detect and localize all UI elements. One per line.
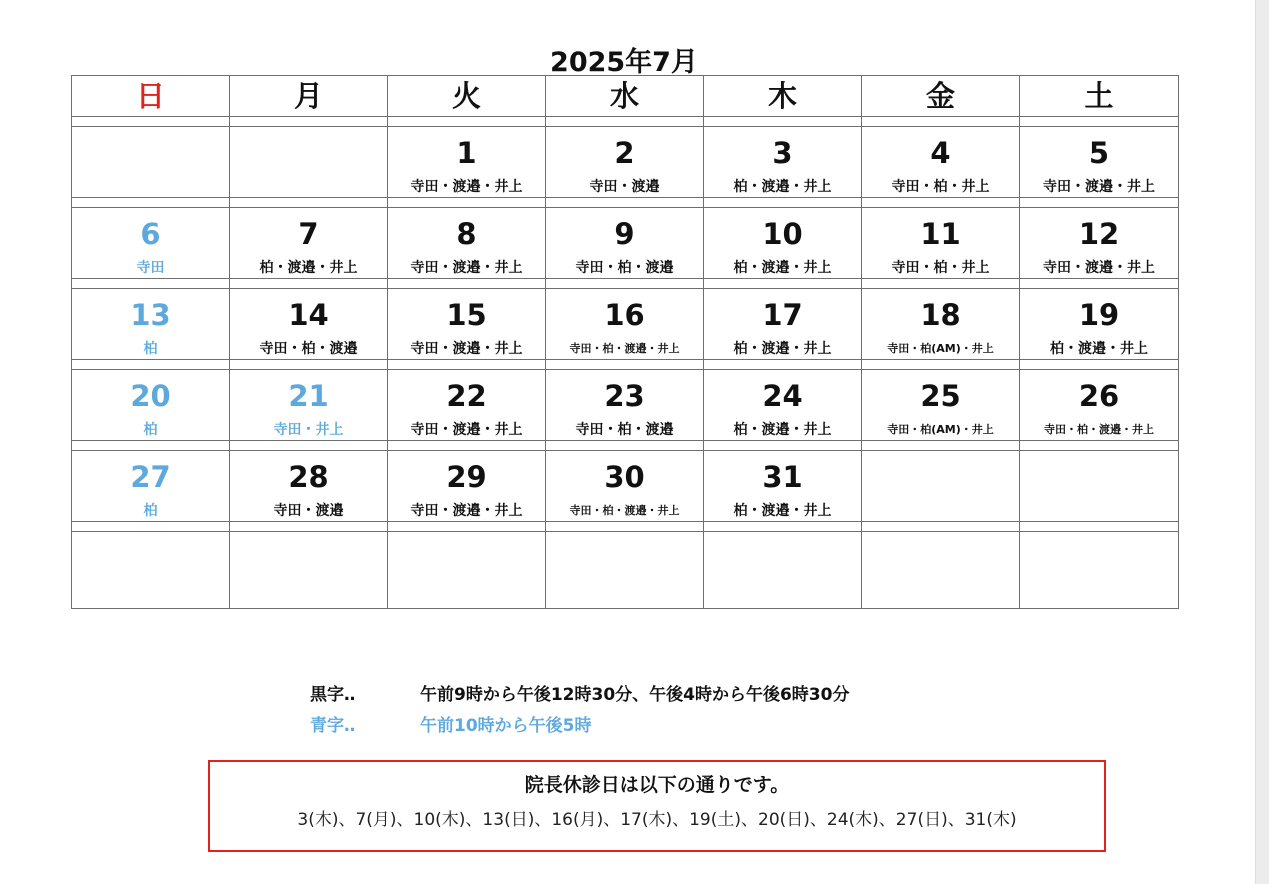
weekday-mon: 月 — [230, 76, 388, 117]
weekday-thu: 木 — [704, 76, 862, 117]
notice-dates: 3(木)、7(月)、10(木)、13(日)、16(月)、17(木)、19(土)、20(日)、24(木)、27(日)、31(木) — [297, 810, 1017, 830]
day-number: 3 — [772, 136, 793, 170]
spacer-cell — [546, 117, 704, 127]
day-cell-tue — [388, 127, 546, 198]
day-cell-sat — [1020, 451, 1179, 522]
spacer-cell — [862, 117, 1020, 127]
day-cell-fri — [862, 370, 1020, 441]
day-number: 19 — [1078, 298, 1120, 332]
spacer-cell — [704, 117, 862, 127]
day-number: 6 — [140, 217, 161, 251]
day-number: 9 — [614, 217, 635, 251]
day-cell-thu — [704, 127, 862, 198]
day-number: 24 — [762, 379, 803, 413]
day-number: 4 — [930, 136, 951, 170]
spacer-cell — [704, 198, 862, 208]
spacer-cell — [72, 360, 230, 370]
weekday-sun: 日 — [72, 76, 230, 117]
day-cell-wed — [546, 289, 704, 360]
day-number: 15 — [446, 298, 487, 332]
day-cell-wed — [546, 127, 704, 198]
spacer-cell — [546, 360, 704, 370]
calendar-table — [71, 75, 1179, 609]
day-number: 11 — [920, 217, 961, 251]
staff-names: 寺田・柏・渡邉 — [575, 260, 674, 276]
spacer-cell — [230, 198, 388, 208]
spacer-row — [72, 441, 1179, 451]
spacer-cell — [230, 279, 388, 289]
staff-names: 柏 — [143, 341, 158, 357]
day-cell-thu — [704, 370, 862, 441]
day-number: 26 — [1078, 379, 1120, 413]
day-number: 21 — [288, 379, 329, 413]
spacer-cell — [546, 198, 704, 208]
spacer-row — [72, 198, 1179, 208]
spacer-cell — [704, 279, 862, 289]
spacer-cell — [862, 198, 1020, 208]
weekday-tue: 火 — [388, 76, 546, 117]
spacer-cell — [546, 522, 704, 532]
spacer-cell — [546, 279, 704, 289]
spacer-cell — [1020, 198, 1179, 208]
spacer-row — [72, 522, 1179, 532]
day-number: 20 — [130, 379, 171, 413]
day-cell-sat — [1020, 208, 1179, 279]
weekday-fri: 金 — [862, 76, 1020, 117]
staff-names: 柏・渡邉・井上 — [733, 341, 832, 357]
staff-names: 寺田・柏(AM)・井上 — [887, 423, 994, 436]
day-number: 29 — [446, 460, 487, 494]
day-number: 13 — [130, 298, 171, 332]
day-cell-mon — [230, 208, 388, 279]
day-cell-tue — [388, 289, 546, 360]
staff-names: 柏 — [143, 503, 158, 519]
spacer-row — [72, 117, 1179, 127]
spacer-cell — [704, 441, 862, 451]
spacer-cell — [72, 279, 230, 289]
spacer-cell — [862, 360, 1020, 370]
staff-names: 寺田・渡邉 — [273, 503, 344, 519]
day-number: 16 — [604, 298, 645, 332]
day-number: 10 — [762, 217, 803, 251]
spacer-cell — [546, 441, 704, 451]
staff-names: 寺田・渡邉・井上 — [410, 422, 523, 438]
staff-names: 柏・渡邉・井上 — [733, 503, 832, 519]
day-cell-sun — [72, 289, 230, 360]
week-row — [72, 289, 1179, 360]
staff-names: 寺田・渡邉・井上 — [410, 503, 523, 519]
staff-names: 寺田・渡邉・井上 — [410, 341, 523, 357]
spacer-cell — [388, 198, 546, 208]
weekday-header-row — [72, 76, 1179, 117]
notice-title: 院長休診日は以下の通りです。 — [524, 774, 790, 796]
staff-names: 寺田 — [136, 260, 165, 276]
day-cell-mon — [230, 532, 388, 609]
spacer-cell — [388, 441, 546, 451]
day-cell-sat — [1020, 532, 1179, 609]
spacer-cell — [72, 198, 230, 208]
day-number: 12 — [1078, 217, 1120, 251]
staff-names: 寺田・柏・渡邉・井上 — [1044, 423, 1154, 436]
day-cell-fri — [862, 208, 1020, 279]
staff-names: 寺田・柏・渡邉 — [575, 422, 674, 438]
day-cell-tue — [388, 370, 546, 441]
day-cell-thu — [704, 208, 862, 279]
day-cell-sun — [72, 451, 230, 522]
spacer-cell — [1020, 279, 1179, 289]
staff-names: 寺田・柏・渡邉 — [259, 341, 358, 357]
day-cell-wed — [546, 532, 704, 609]
week-row — [72, 370, 1179, 441]
spacer-cell — [388, 279, 546, 289]
day-cell-fri — [862, 532, 1020, 609]
spacer-cell — [72, 441, 230, 451]
day-cell-sat — [1020, 370, 1179, 441]
week-row — [72, 532, 1179, 609]
spacer-cell — [704, 360, 862, 370]
spacer-cell — [1020, 441, 1179, 451]
spacer-cell — [862, 279, 1020, 289]
day-cell-wed — [546, 370, 704, 441]
spacer-cell — [72, 522, 230, 532]
day-cell-mon — [230, 127, 388, 198]
day-number: 5 — [1088, 136, 1110, 170]
staff-names: 寺田・渡邉 — [589, 179, 660, 195]
day-cell-thu — [704, 289, 862, 360]
spacer-cell — [230, 522, 388, 532]
day-number: 28 — [288, 460, 329, 494]
week-row — [72, 208, 1179, 279]
staff-names: 寺田・柏(AM)・井上 — [887, 342, 994, 355]
weekday-sat: 土 — [1020, 76, 1179, 117]
spacer-cell — [388, 360, 546, 370]
day-cell-tue — [388, 208, 546, 279]
staff-names: 柏・渡邉・井上 — [733, 260, 832, 276]
staff-names: 柏・渡邉・井上 — [259, 260, 358, 276]
spacer-cell — [230, 360, 388, 370]
spacer-row — [72, 360, 1179, 370]
day-cell-sun — [72, 370, 230, 441]
day-cell-sat — [1020, 289, 1179, 360]
day-number: 17 — [762, 298, 803, 332]
day-cell-tue — [388, 532, 546, 609]
scrollbar-track[interactable] — [1255, 0, 1269, 884]
day-number: 22 — [446, 379, 487, 413]
spacer-cell — [1020, 360, 1179, 370]
calendar-title: 2025年7月 — [550, 47, 698, 78]
day-number: 18 — [920, 298, 961, 332]
day-cell-sun — [72, 532, 230, 609]
day-number: 2 — [614, 136, 635, 170]
spacer-cell — [862, 441, 1020, 451]
spacer-cell — [1020, 117, 1179, 127]
spacer-cell — [862, 522, 1020, 532]
legend-blue-key: 青字‥ — [310, 716, 356, 736]
legend-black — [310, 680, 849, 705]
day-cell-fri — [862, 127, 1020, 198]
legend-blue — [310, 711, 592, 736]
day-cell-wed — [546, 208, 704, 279]
staff-names: 柏・渡邉・井上 — [733, 179, 832, 195]
week-row — [72, 127, 1179, 198]
staff-names: 寺田・渡邉・井上 — [1043, 179, 1155, 195]
spacer-cell — [72, 117, 230, 127]
staff-names: 柏・渡邉・井上 — [1050, 341, 1148, 357]
staff-names: 寺田・柏・渡邉・井上 — [569, 504, 680, 517]
staff-names: 寺田・柏・井上 — [891, 260, 990, 276]
day-number: 31 — [762, 460, 803, 494]
day-number: 23 — [604, 379, 645, 413]
week-row — [72, 451, 1179, 522]
day-number: 8 — [456, 217, 477, 251]
spacer-row — [72, 279, 1179, 289]
day-cell-thu — [704, 532, 862, 609]
legend-black-text: 午前9時から午後12時30分、午後4時から午後6時30分 — [420, 685, 850, 705]
legend-black-key: 黒字‥ — [310, 685, 356, 705]
day-cell-sun — [72, 127, 230, 198]
day-cell-tue — [388, 451, 546, 522]
spacer-cell — [704, 522, 862, 532]
staff-names: 寺田・柏・井上 — [891, 179, 990, 195]
day-cell-sun — [72, 208, 230, 279]
day-cell-fri — [862, 289, 1020, 360]
day-cell-sat — [1020, 127, 1179, 198]
day-number: 25 — [920, 379, 961, 413]
day-cell-mon — [230, 289, 388, 360]
day-number: 14 — [288, 298, 329, 332]
staff-names: 寺田・渡邉・井上 — [1043, 260, 1155, 276]
day-cell-mon — [230, 370, 388, 441]
spacer-cell — [230, 441, 388, 451]
staff-names: 柏 — [143, 422, 158, 438]
day-cell-mon — [230, 451, 388, 522]
day-cell-fri — [862, 451, 1020, 522]
day-number: 30 — [604, 460, 645, 494]
closed-days-notice — [208, 760, 1106, 852]
day-number: 27 — [130, 460, 171, 494]
staff-names: 寺田・井上 — [273, 422, 344, 438]
legend-blue-text: 午前10時から午後5時 — [420, 716, 592, 736]
weekday-wed: 水 — [546, 76, 704, 117]
staff-names: 寺田・渡邉・井上 — [410, 260, 523, 276]
staff-names: 柏・渡邉・井上 — [733, 422, 832, 438]
spacer-cell — [1020, 522, 1179, 532]
day-number: 7 — [298, 217, 319, 251]
staff-names: 寺田・柏・渡邉・井上 — [569, 342, 680, 355]
day-cell-thu — [704, 451, 862, 522]
day-number: 1 — [456, 136, 477, 170]
day-cell-wed — [546, 451, 704, 522]
staff-names: 寺田・渡邉・井上 — [410, 179, 523, 195]
spacer-cell — [388, 522, 546, 532]
spacer-cell — [230, 117, 388, 127]
spacer-cell — [388, 117, 546, 127]
